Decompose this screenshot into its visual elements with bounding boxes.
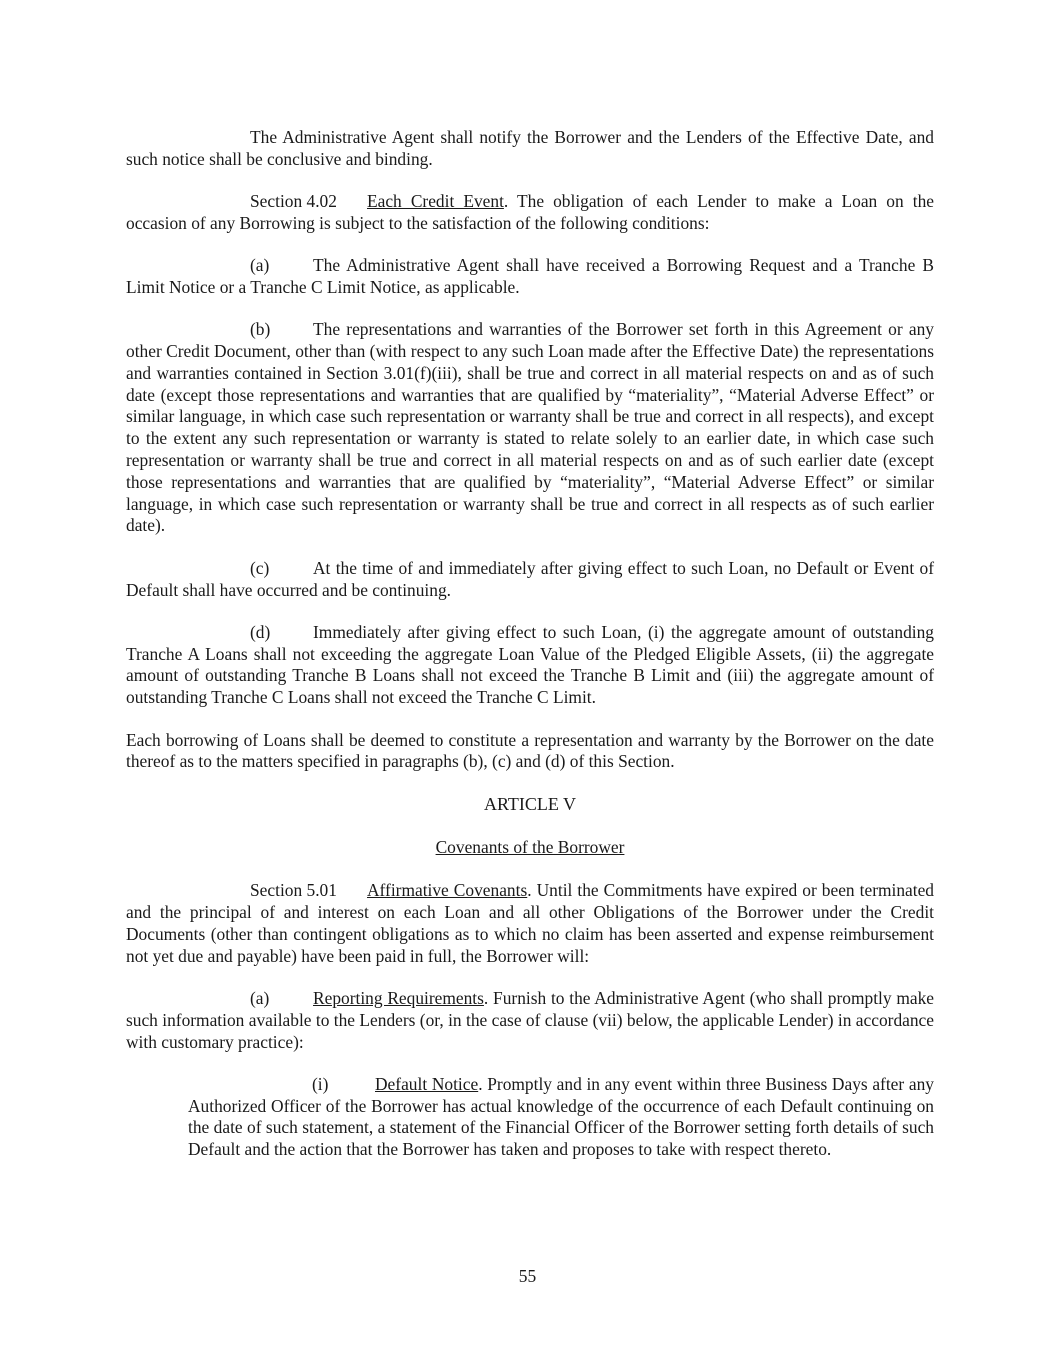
condition-label: (c) — [250, 557, 270, 578]
subclause-label: (i) — [312, 1073, 329, 1094]
condition-b — [126, 319, 934, 537]
condition-text: Immediately after giving effect to such Loan, (i) the aggregate amount of outstanding Tranche A Loans shall not exceeding the aggregate Loan Value of the Pledged Eligible Assets, (ii) the aggregate amount of outstanding Tranche B Loans shall not exceed the Tranche B Limit and (iii) the aggregate amount of outstanding Tranche C Loans shall not exceed the Tranche C Limit. — [126, 621, 934, 708]
condition-label: (a) — [250, 255, 270, 276]
condition-d — [126, 622, 934, 709]
section-title: Each Credit Event — [367, 191, 504, 212]
article-heading: ARTICLE V — [483, 793, 577, 814]
section-text: . The obligation of each Lender to make a Loan on the occasion of any Borrowing is subject to the satisfaction of the following conditions: — [126, 191, 934, 233]
section-number: Section 5.01 — [250, 880, 337, 901]
condition-a — [126, 255, 934, 299]
section-4-02 — [126, 191, 934, 235]
document-page — [126, 127, 934, 1181]
section-title: Affirmative Covenants — [367, 880, 528, 901]
article-subheading-text: Covenants of the Borrower — [435, 837, 625, 858]
paragraph-text: Each borrowing of Loans shall be deemed to constitute a representation and warranty by the Borrower on the date thereof as to the matters specified in paragraphs (b), (c) and (d) of this Section. — [126, 729, 934, 772]
covenant-title: Reporting Requirements — [313, 987, 484, 1008]
condition-text: At the time of and immediately after giving effect to such Loan, no Default or Event of Default shall have occurred and be continuing. — [126, 557, 934, 600]
section-5-01 — [126, 880, 934, 967]
condition-label: (b) — [250, 319, 271, 340]
covenant-a-i — [188, 1074, 934, 1161]
paragraph-effective-date-notice — [126, 127, 934, 171]
covenant-label: (a) — [250, 987, 270, 1008]
paragraph-text: The Administrative Agent shall notify the Borrower and the Lenders of the Effective Date, and such notice shall be conclusive and binding. — [126, 127, 934, 169]
page-number: 55 — [518, 1266, 537, 1286]
covenant-a — [126, 988, 934, 1053]
condition-label: (d) — [250, 621, 271, 642]
condition-text: The representations and warranties of the Borrower set forth in this Agreement or any other Credit Document, other than (with respect to any such Loan made after the Effective Date) the representations and warranties contained in Section 3.01(f)(iii), shall be true and correct in all material respects on and as of such date (except those representations and warranties that are qualified by “materiality”, “Material Adverse Effect” or similar language, in which case such representation or warranty shall be true and correct in all respects), and except to the extent any such representation or warranty is stated to relate solely to an earlier date, in which case such representation or warranty shall be true and correct in all material respects on and as of such earlier date (except those representations and warranties that are qualified by “materiality”, “Material Adverse Effect” or similar language, in which case such representation or warranty shall be true and correct in all respects as of such earlier date). — [126, 319, 934, 536]
covenant-text: . Furnish to the Administrative Agent (who shall promptly make such information available to the Lenders (or, in the case of clause (vii) below, the applicable Lender) in accordance with customary practice): — [126, 987, 934, 1052]
subclause-title: Default Notice — [375, 1073, 479, 1094]
section-number: Section 4.02 — [250, 191, 337, 212]
subclause-text: . Promptly and in any event within three Business Days after any Authorized Officer of the Borrower has actual knowledge of the occurrence of each Default continuing on the date of such statement, a statement of the Financial Officer of the Borrower setting forth details of such Default and the action that the Borrower has taken and proposes to take with respect thereto. — [188, 1073, 934, 1160]
condition-text: The Administrative Agent shall have received a Borrowing Request and a Tranche B Limit Notice or a Tranche C Limit Notice, as applicable. — [126, 255, 934, 297]
paragraph-deemed-representation — [126, 730, 934, 774]
condition-c — [126, 558, 934, 602]
article-subheading — [126, 837, 934, 859]
section-text: . Until the Commitments have expired or been terminated and the principal of and interest on each Loan and all other Obligations of the Borrower under the Credit Documents (other than contingent obligations as to which no claim has been asserted and expense reimbursement not yet due and payable) have been paid in full, the Borrower will: — [126, 880, 935, 966]
